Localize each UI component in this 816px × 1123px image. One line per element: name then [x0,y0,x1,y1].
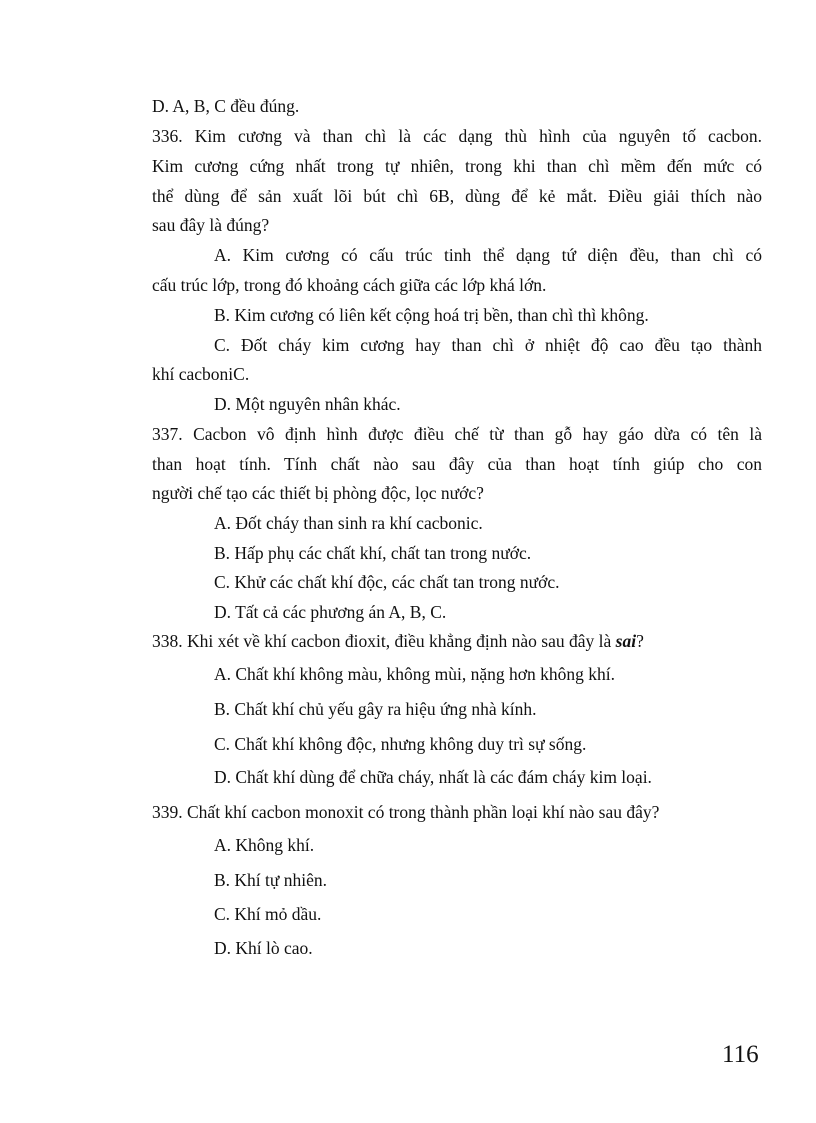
question-337-line-3: người chế tạo các thiết bị phòng độc, lọc nước? [152,483,484,503]
option-b-337: B. Hấp phụ các chất khí, chất tan trong nước. [214,543,532,563]
question-336-line-2: Kim cương cứng nhất trong tự nhiên, trong khi than chì mềm đến mức có [152,156,762,176]
option-d-337: D. Tất cả các phương án A, B, C. [214,602,447,622]
question-338 [152,630,762,652]
option-a-336-line-1: A. Kim cương có cấu trúc tinh thể dạng tứ diện đều, than chì có [214,245,762,265]
option-d-335: D. A, B, C đều đúng. [152,96,300,116]
option-b-336: B. Kim cương có liên kết cộng hoá trị bền, than chì thì không. [214,305,649,325]
option-c-336-line-1: C. Đốt cháy kim cương hay than chì ở nhiệt độ cao đều tạo thành [214,335,762,355]
option-b-339: B. Khí tự nhiên. [214,870,328,890]
option-c-337: C. Khử các chất khí độc, các chất tan trong nước. [214,572,560,592]
option-c-336-line-2: khí cacboniC. [152,364,250,384]
question-338-mark: ? [636,631,644,651]
option-d-339: D. Khí lò cao. [214,938,313,958]
option-a-337: A. Đốt cháy than sinh ra khí cacbonic. [214,513,483,533]
option-c-338: C. Chất khí không độc, nhưng không duy trì sự sống. [214,734,587,754]
question-337-line-1: 337. Cacbon vô định hình được điều chế từ than gỗ hay gáo dừa có tên là [152,424,762,444]
question-338-emphasis: sai [615,631,637,651]
option-d-338: D. Chất khí dùng để chữa cháy, nhất là các đám cháy kim loại. [214,767,652,787]
page-number: 116 [722,1041,759,1068]
question-339: 339. Chất khí cacbon monoxit có trong thành phần loại khí nào sau đây? [152,802,660,822]
question-336-line-3: thể dùng để sản xuất lõi bút chì 6B, dùng để kẻ mắt. Điều giải thích nào [152,186,762,206]
question-337-line-2: than hoạt tính. Tính chất nào sau đây của than hoạt tính giúp cho con [152,454,762,474]
option-a-336-line-2: cấu trúc lớp, trong đó khoảng cách giữa các lớp khá lớn. [152,275,547,295]
option-d-336: D. Một nguyên nhân khác. [214,394,401,414]
option-c-339: C. Khí mỏ dầu. [214,904,322,924]
option-b-338: B. Chất khí chủ yếu gây ra hiệu ứng nhà kính. [214,699,537,719]
option-a-339: A. Không khí. [214,835,315,855]
question-336-line-1: 336. Kim cương và than chì là các dạng thù hình của nguyên tố cacbon. [152,126,762,146]
option-a-338: A. Chất khí không màu, không mùi, nặng hơn không khí. [214,664,616,684]
question-338-text: 338. Khi xét về khí cacbon đioxit, điều khẳng định nào sau đây là [152,631,616,651]
question-336-line-4: sau đây là đúng? [152,215,270,235]
